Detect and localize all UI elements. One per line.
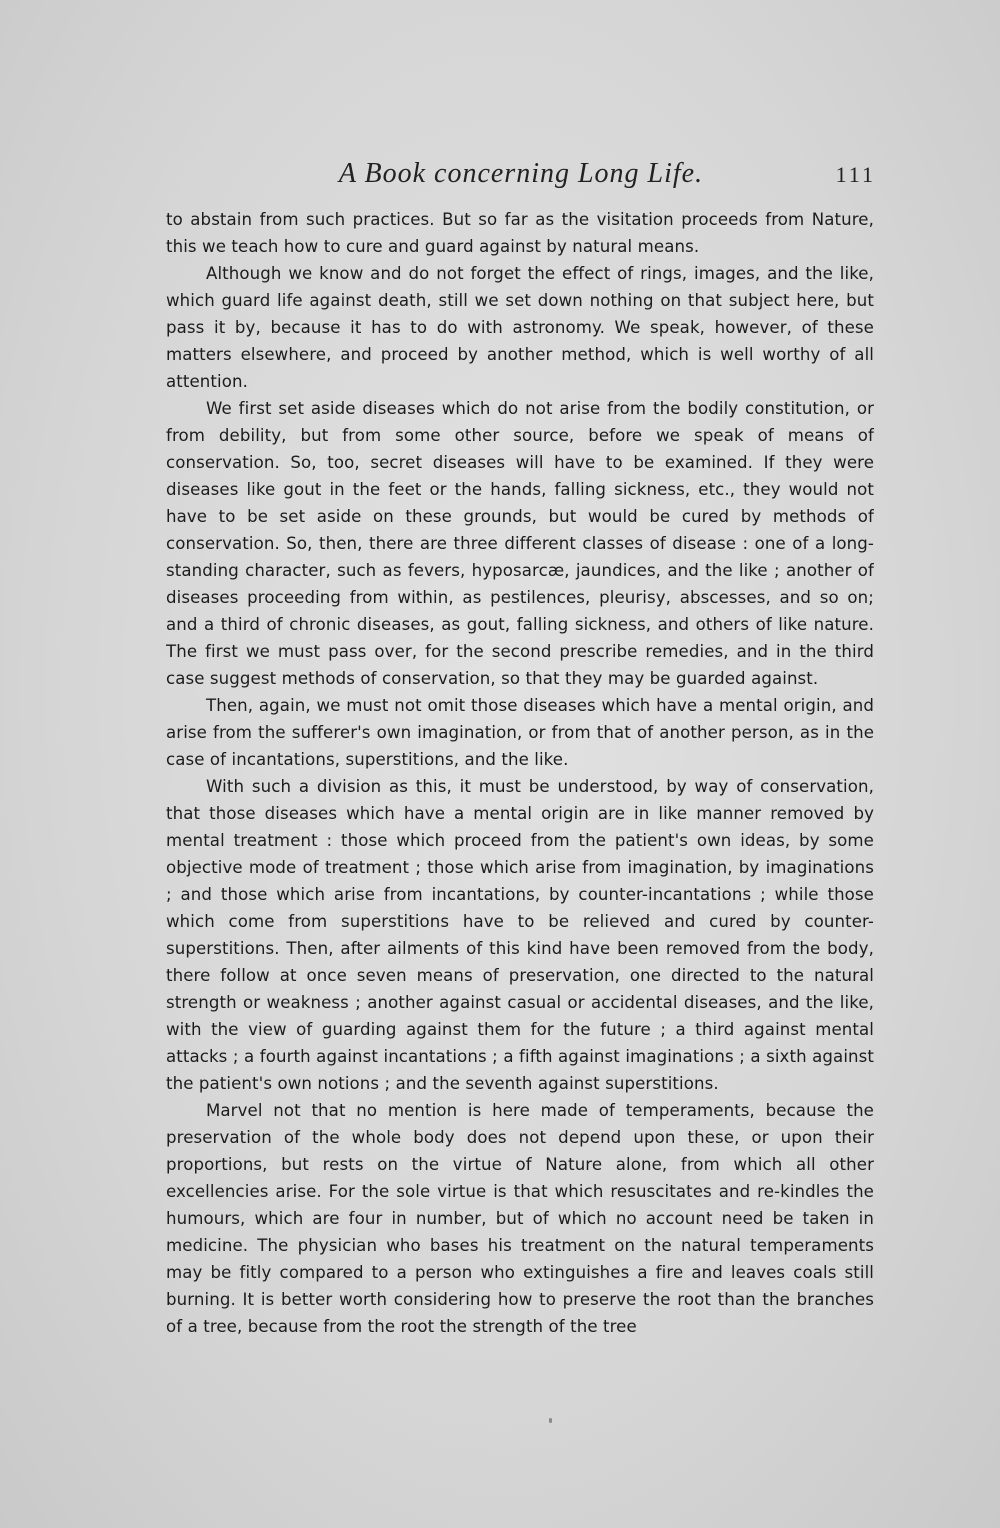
paragraph-5: With such a division as this, it must be understood, by way of conservation, that those diseases which have a mental origin are in like manner removed by mental treatment : those which proceed from the patient's own ideas, by some objective mode of treatment ; those which arise from imagination, by imaginations ; and those which arise from incantations, by counter-incantations ; while those which come from superstitions have to be relieved and cured by counter-superstitions. Then, after ailments of this kind have been removed from the body, there follow at once seven means of preservation, one directed to the natural strength or weakness ; another against casual or accidental diseases, and the like, with the view of guarding against them for the future ; a third against mental attacks ; a fourth against incantations ; a fifth against imaginations ; a sixth against the patient's own notions ; and the seventh against superstitions. bbox=[166, 777, 874, 1093]
page-number: 111 bbox=[835, 162, 876, 187]
running-head bbox=[166, 158, 876, 194]
paragraph-2: Although we know and do not forget the effect of rings, images, and the like, which guard life against death, still we set down nothing on that subject here, but pass it by, because it has to do with astronomy. We speak, however, of these matters elsewhere, and proceed by another method, which is well worthy of all attention. bbox=[166, 264, 874, 391]
paragraph-3: We first set aside diseases which do not arise from the bodily constitution, or from debility, but from some other source, before we speak of means of conservation. So, too, secret diseases will have to be examined. If they were diseases like gout in the feet or the hands, falling sickness, etc., they would not have to be set aside on these grounds, but would be cured by methods of conservation. So, then, there are three different classes of disease : one of a long-standing character, such as fevers, hyposarcæ, jaundices, and the like ; another of diseases proceeding from within, as pestilences, pleurisy, abscesses, and so on; and a third of chronic diseases, as gout, falling sickness, and others of like nature. The first we must pass over, for the second prescribe remedies, and in the third case suggest methods of conservation, so that they may be guarded against. bbox=[166, 399, 874, 688]
running-title: A Book concerning Long Life. bbox=[338, 158, 704, 189]
paragraph-4: Then, again, we must not omit those diseases which have a mental origin, and arise from the sufferer's own imagination, or from that of another person, as in the case of incantations, superstitions, and the like. bbox=[166, 696, 874, 769]
paper-speck bbox=[549, 1418, 552, 1423]
paragraph-6: Marvel not that no mention is here made of temperaments, because the preservation of the whole body does not depend upon these, or upon their proportions, but rests on the virtue of Nature alone, from which all other excellencies arise. For the sole virtue is that which resuscitates and re-kindles the humours, which are four in number, but of which no account need be taken in medicine. The physician who bases his treatment on the natural temperaments may be fitly compared to a person who extinguishes a fire and leaves coals still burning. It is better worth considering how to preserve the root than the branches of a tree, because from the root the strength of the tree bbox=[166, 1101, 874, 1336]
paragraph-1: to abstain from such practices. But so far as the visitation proceeds from Nature, this we teach how to cure and guard against by natural means. bbox=[166, 210, 874, 256]
body-text bbox=[166, 206, 874, 1376]
